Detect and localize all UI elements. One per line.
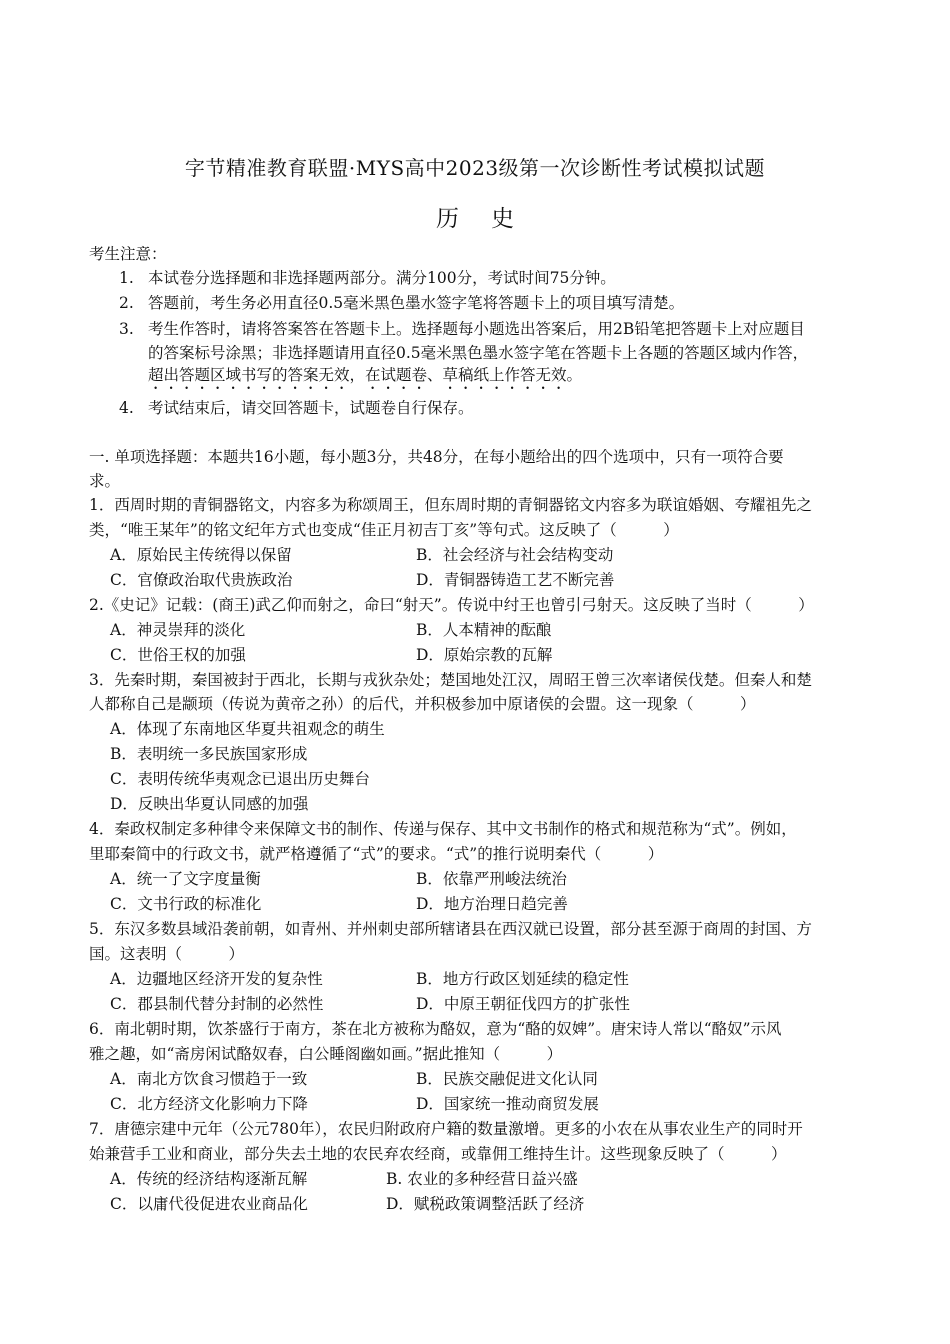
notice-heading: 考生注意：: [89, 245, 167, 263]
option-c: C．世俗王权的加强: [110, 646, 246, 664]
question-stem: 3．先秦时期，秦国被封于西北，长期与戎狄杂处；楚国地处江汉，周昭王曾三次率诸侯伐楚。但秦人和楚: [89, 671, 812, 689]
notice-item-number: 2.: [119, 294, 134, 312]
option-d: D．青铜器铸造工艺不断完善: [416, 571, 615, 589]
notice-item-number: 1.: [119, 269, 134, 287]
option-d: D．地方治理日趋完善: [416, 895, 568, 913]
option-b: B．依靠严刑峻法统治: [416, 870, 567, 888]
question-stem: 6．南北朝时期，饮茶盛行于南方，茶在北方被称为酪奴，意为“酪的奴婢”。唐宋诗人常以“酪奴”示风: [89, 1020, 782, 1038]
option-c: C．表明传统华夷观念已退出历史舞台: [110, 770, 370, 788]
notice-item-number: 4.: [119, 399, 134, 417]
option-d: D．原始宗教的瓦解: [416, 646, 553, 664]
question-stem: 类，“唯王某年”的铭文纪年方式也变成“佳正月初吉丁亥”等句式。这反映了（ ）: [89, 521, 679, 539]
option-a: A．南北方饮食习惯趋于一致: [110, 1070, 308, 1088]
question-stem: 2.《史记》记载：(商王)武乙仰而射之，命曰“射天”。传说中纣王也曾引弓射天。这反映了当时（ ）: [89, 596, 814, 614]
option-c: C．北方经济文化影响力下降: [110, 1095, 308, 1113]
notice-item-text: 考生作答时，请将答案答在答题卡上。选择题每小题选出答案后，用2B铅笔把答题卡上对应题目: [148, 320, 805, 338]
notice-item-text-emphasized: 超出答题区域书写的答案无效，在试题卷、草稿纸上作答无效。: [148, 366, 583, 384]
option-c: C．文书行政的标准化: [110, 895, 262, 913]
question-stem: 7．唐德宗建中元年（公元780年），农民归附政府户籍的数量激增。更多的小农在从事农业生产的同时开: [89, 1120, 803, 1138]
notice-item-text: 的答案标号涂黑；非选择题请用直径0.5毫米黑色墨水签字笔在答题卡上各题的答题区域内作答，: [148, 344, 809, 362]
subject-title: 历史: [436, 206, 546, 232]
option-d: D．赋税政策调整活跃了经济: [386, 1195, 585, 1213]
notice-item-text: 考试结束后，请交回答题卡，试题卷自行保存。: [148, 399, 474, 417]
option-c: C．以庸代役促进农业商品化: [110, 1195, 308, 1213]
option-d: D．国家统一推动商贸发展: [416, 1095, 599, 1113]
option-a: A．边疆地区经济开发的复杂性: [110, 970, 323, 988]
option-b: B．人本精神的酝酿: [416, 621, 552, 639]
option-a: A．体现了东南地区华夏共祖观念的萌生: [110, 720, 385, 738]
question-stem: 人都称自己是颛顼（传说为黄帝之孙）的后代，并积极参加中原诸侯的会盟。这一现象（ ）: [89, 695, 756, 713]
option-b: B．社会经济与社会结构变动: [416, 546, 614, 564]
option-b: B．地方行政区划延续的稳定性: [416, 970, 629, 988]
question-stem: 里耶秦简中的行政文书，就严格遵循了“式”的要求。“式”的推行说明秦代（ ）: [89, 845, 664, 863]
section-heading: 求。: [89, 472, 121, 490]
option-d: D．中原王朝征伐四方的扩张性: [416, 995, 630, 1013]
option-a: A．神灵崇拜的淡化: [110, 621, 246, 639]
notice-item-number: 3.: [119, 320, 134, 338]
question-stem: 雅之趣，如“斋房闲试酪奴春，白公睡阁幽如画。”据此推知（ ）: [89, 1045, 563, 1063]
option-c: C．郡县制代替分封制的必然性: [110, 995, 324, 1013]
option-d: D．反映出华夏认同感的加强: [110, 795, 309, 813]
option-c: C．官僚政治取代贵族政治: [110, 571, 293, 589]
notice-item-text: 答题前，考生务必用直径0.5毫米黑色墨水签字笔将答题卡上的项目填写清楚。: [148, 294, 685, 312]
exam-title: 字节精准教育联盟·MYS高中2023级第一次诊断性考试模拟试题: [184, 156, 766, 180]
question-stem: 5．东汉多数县域沿袭前朝，如青州、并州刺史部所辖诸县在西汉就已设置，部分甚至源于商周的封国、方: [89, 920, 812, 938]
question-stem: 国。这表明（ ）: [89, 945, 245, 963]
notice-item-text: 本试卷分选择题和非选择题两部分。满分100分，考试时间75分钟。: [148, 269, 616, 287]
question-stem: 1．西周时期的青铜器铭文，内容多为称颂周王，但东周时期的青铜器铭文内容多为联谊婚姻、夸耀祖先之: [89, 496, 812, 514]
question-stem: 4．秦政权制定多种律令来保障文书的制作、传递与保存、其中文书制作的格式和规范称为“式”。例如，: [89, 820, 797, 838]
option-b: B. 农业的多种经营日益兴盛: [386, 1170, 578, 1188]
option-b: B．表明统一多民族国家形成: [110, 745, 308, 763]
section-heading: 一. 单项选择题：本题共16小题，每小题3分，共48分，在每小题给出的四个选项中，只有一项符合要: [89, 448, 784, 466]
question-stem: 始兼营手工业和商业，部分失去土地的农民弃农经商，或靠佣工维持生计。这些现象反映了（ ）: [89, 1145, 787, 1163]
option-a: A．统一了文字度量衡: [110, 870, 261, 888]
option-a: A．原始民主传统得以保留: [110, 546, 292, 564]
option-a: A．传统的经济结构逐渐瓦解: [110, 1170, 308, 1188]
option-b: B．民族交融促进文化认同: [416, 1070, 598, 1088]
